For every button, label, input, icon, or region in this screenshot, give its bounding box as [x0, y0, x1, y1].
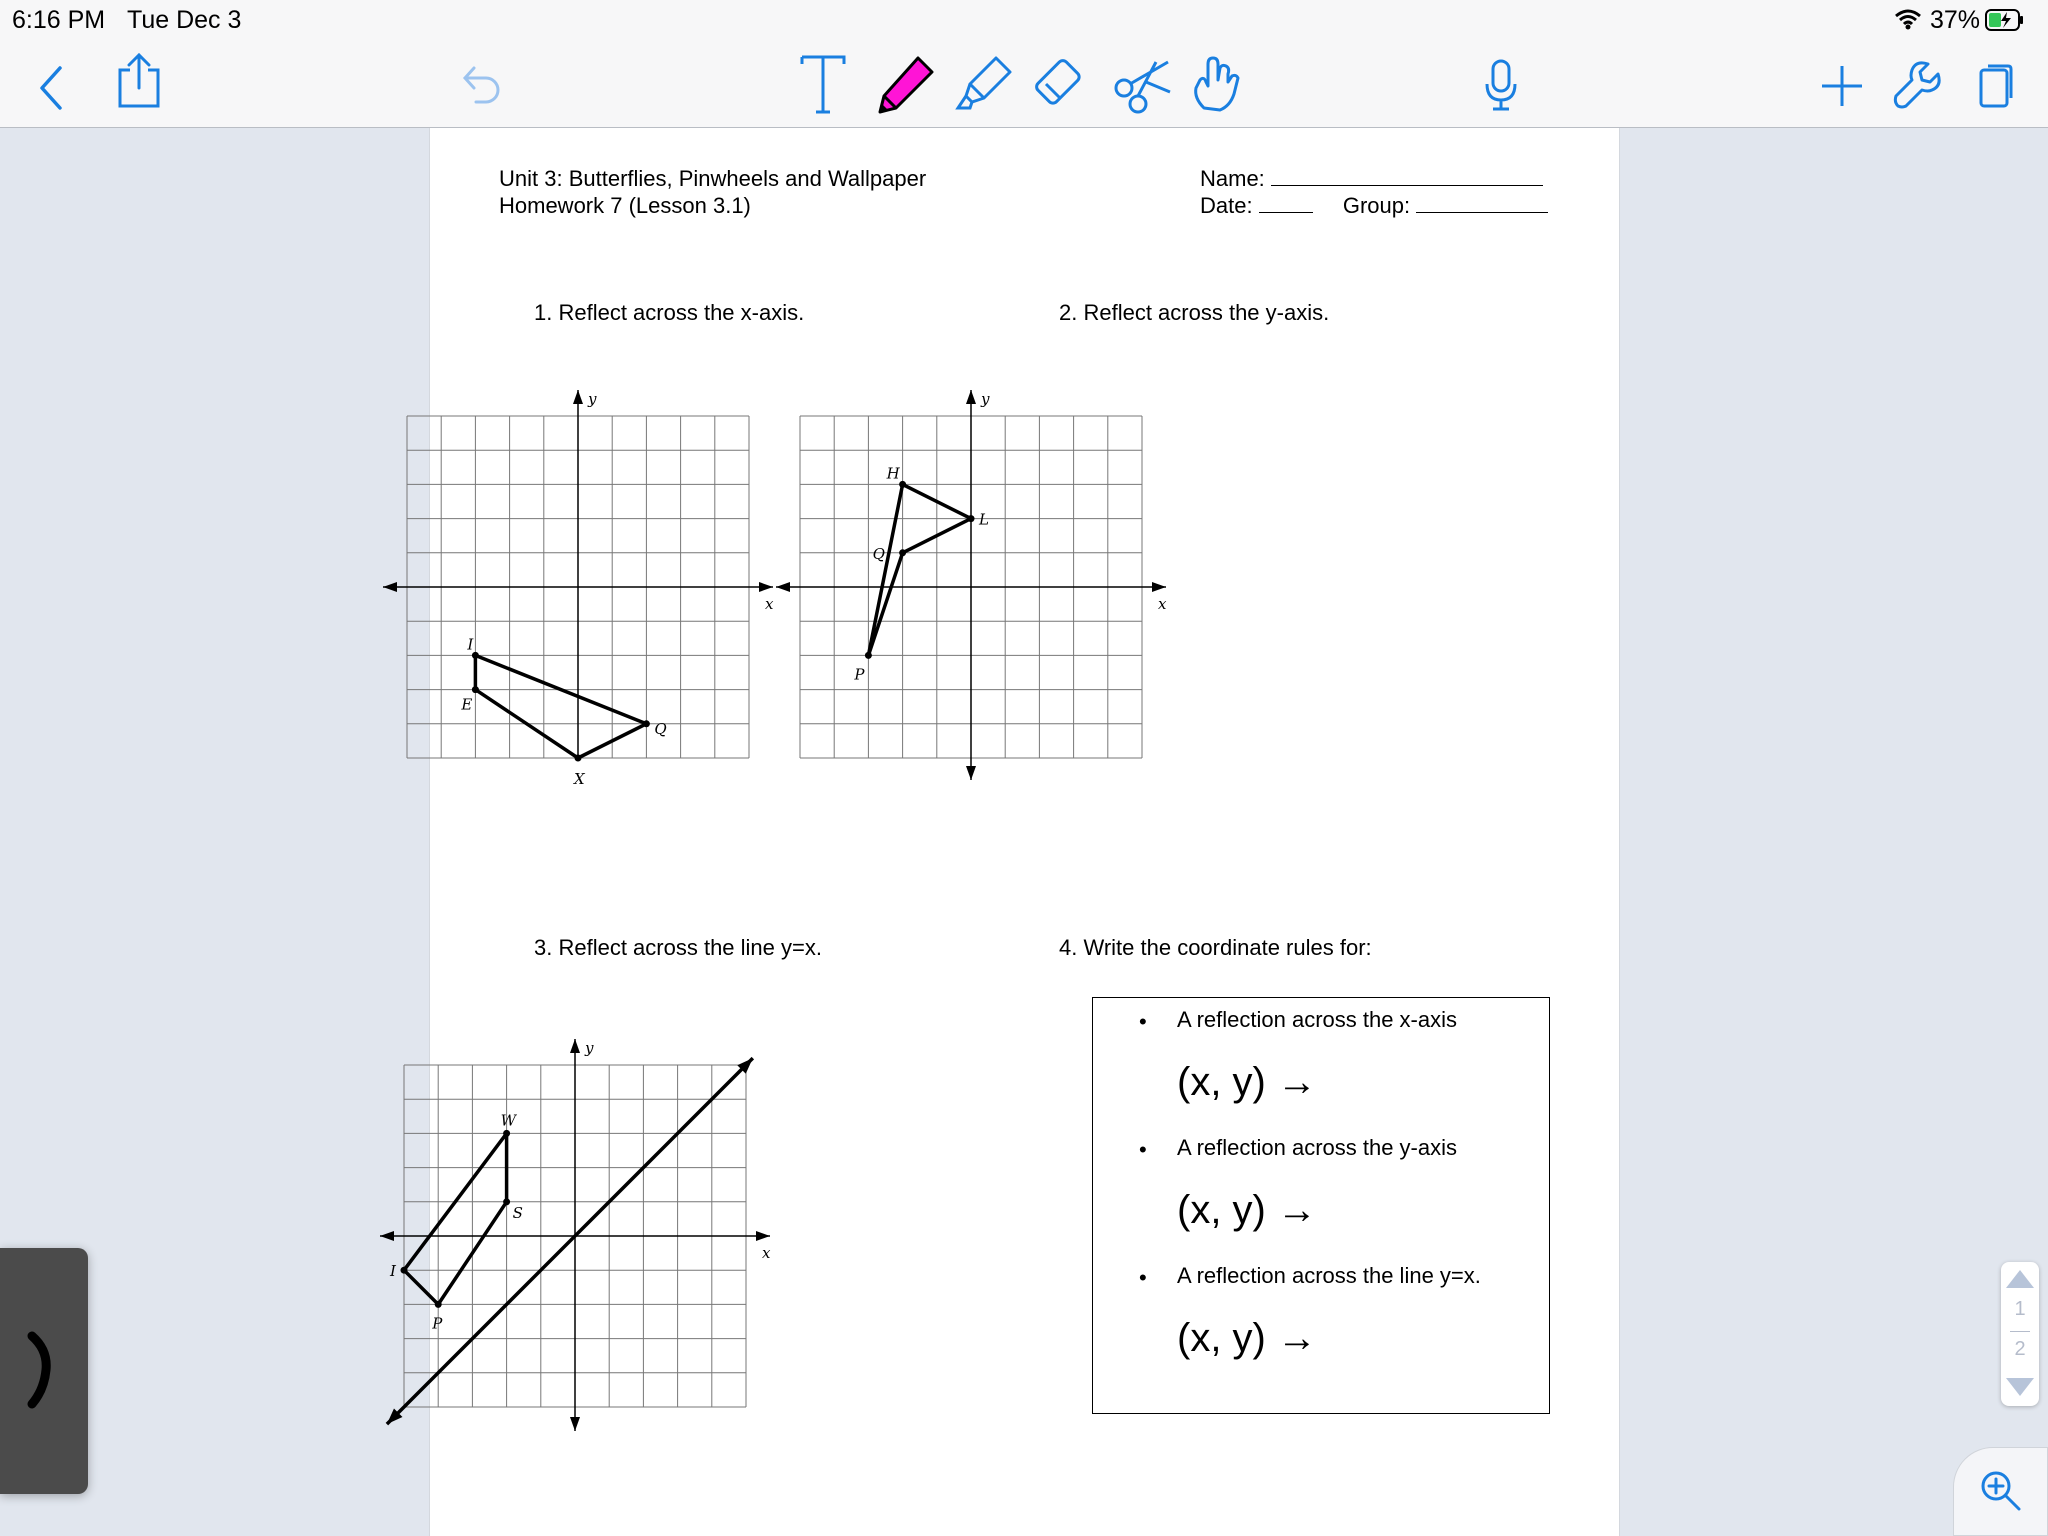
g1-group	[383, 390, 774, 788]
vertex-label-X: X	[574, 770, 585, 788]
bullet: •	[1139, 1265, 1147, 1290]
sidebar-toggle[interactable]	[0, 1248, 88, 1494]
wrench-icon[interactable]	[1892, 60, 1942, 110]
vertex-label-Q: Q	[872, 544, 885, 563]
vertex-label-I: I	[390, 1262, 396, 1281]
page-down-icon[interactable]	[2004, 1376, 2036, 1403]
x-axis-arrow-left	[776, 582, 790, 592]
vertex-W	[503, 1130, 510, 1137]
rule-formula: (x, y) →	[1177, 1188, 1317, 1232]
battery-icon	[1985, 8, 2025, 32]
hand-icon[interactable]	[1190, 54, 1242, 112]
x-axis-arrow-right	[1152, 582, 1166, 592]
text-tool-icon[interactable]	[800, 54, 846, 114]
question-3: 3. Reflect across the line y=x.	[534, 935, 822, 960]
y-axis-arrow-up	[966, 390, 976, 404]
top-toolbar	[0, 0, 2048, 128]
bullet: •	[1139, 1009, 1147, 1034]
x-axis-arrow-left	[380, 1231, 394, 1241]
vertex-P	[865, 652, 872, 659]
y-axis-arrow-down	[966, 766, 976, 780]
pen-icon[interactable]	[874, 54, 936, 116]
shape-polygon	[404, 1133, 507, 1304]
homework-title: Homework 7 (Lesson 3.1)	[499, 193, 751, 218]
g3-group	[380, 1039, 771, 1431]
x-axis-label: x	[1158, 595, 1167, 613]
vertex-I	[401, 1267, 408, 1274]
x-axis-label: x	[765, 595, 774, 613]
x-axis-label: x	[762, 1244, 771, 1262]
chevron-right-icon	[26, 1330, 54, 1415]
add-icon[interactable]	[1820, 64, 1864, 108]
page-divider	[2010, 1331, 2030, 1332]
page-scrubber[interactable]	[2001, 1262, 2039, 1406]
vertex-label-P: P	[432, 1314, 443, 1333]
vertex-label-I: I	[467, 635, 474, 654]
unit-title: Unit 3: Butterflies, Pinwheels and Wallpaper	[499, 166, 927, 191]
rule-label: A reflection across the x-axis	[1177, 1007, 1458, 1032]
vertex-X	[575, 755, 582, 762]
vertex-label-H: H	[886, 464, 900, 483]
rule-label: A reflection across the y-axis	[1177, 1135, 1458, 1160]
y-axis-arrow-down	[570, 1417, 580, 1431]
name-field: Name:	[1200, 165, 1543, 192]
vertex-E	[472, 686, 479, 693]
vertex-P	[435, 1301, 442, 1308]
y-axis-label: y	[981, 390, 990, 408]
battery-percent: 37%	[1930, 6, 1981, 34]
vertex-S	[503, 1198, 510, 1205]
scissors-icon[interactable]	[1112, 58, 1172, 114]
vertex-Q	[643, 720, 650, 727]
status-time: 6:16 PM	[12, 6, 106, 34]
vertex-label-S: S	[512, 1203, 523, 1222]
microphone-icon[interactable]	[1484, 58, 1518, 112]
question-2: 2. Reflect across the y-axis.	[1059, 300, 1330, 325]
x-axis-arrow-left	[383, 582, 397, 592]
coordinate-rules-box	[1092, 997, 1550, 1414]
highlighter-icon[interactable]	[954, 54, 1014, 114]
rule-formula: (x, y) →	[1177, 1316, 1317, 1360]
vertex-H	[899, 481, 906, 488]
back-icon[interactable]	[38, 66, 68, 110]
y-axis-arrow-up	[573, 390, 583, 404]
worksheet-page[interactable]	[390, 128, 1620, 1536]
date-group-field: Date: Group:	[1200, 192, 1548, 219]
line-y-equals-x	[387, 1058, 753, 1424]
x-axis-arrow-right	[756, 1231, 770, 1241]
zoom-button[interactable]	[1953, 1447, 2048, 1536]
question-1: 1. Reflect across the x-axis.	[534, 300, 805, 325]
page-up-icon[interactable]	[2004, 1268, 2036, 1295]
question-4: 4. Write the coordinate rules for:	[1059, 935, 1372, 960]
y-axis-label: y	[585, 1039, 594, 1057]
vertex-label-Q: Q	[654, 719, 667, 738]
vertex-label-E: E	[461, 695, 473, 714]
zoom-in-icon	[1980, 1470, 2022, 1517]
status-date: Tue Dec 3	[127, 6, 242, 34]
vertex-L	[968, 515, 975, 522]
eraser-icon[interactable]	[1030, 54, 1090, 114]
vertex-label-W: W	[500, 1111, 517, 1130]
shape-polygon	[868, 484, 971, 655]
vertex-Q	[899, 549, 906, 556]
vertex-label-L: L	[979, 510, 989, 529]
g2-group	[776, 390, 1167, 780]
y-axis-arrow-up	[570, 1039, 580, 1053]
wifi-icon	[1894, 8, 1922, 30]
page-icon[interactable]	[1978, 62, 2014, 108]
undo-icon[interactable]	[462, 64, 502, 106]
current-page: 1	[2014, 1298, 2026, 1320]
y-axis-label: y	[588, 390, 597, 408]
shape-polygon	[475, 655, 646, 758]
total-pages: 2	[2014, 1338, 2026, 1360]
rule-formula: (x, y) →	[1177, 1060, 1317, 1104]
vertex-label-P: P	[854, 665, 865, 684]
rule-label: A reflection across the line y=x.	[1177, 1263, 1481, 1288]
x-axis-arrow-right	[759, 582, 773, 592]
bullet: •	[1139, 1137, 1147, 1162]
share-icon[interactable]	[116, 52, 162, 108]
